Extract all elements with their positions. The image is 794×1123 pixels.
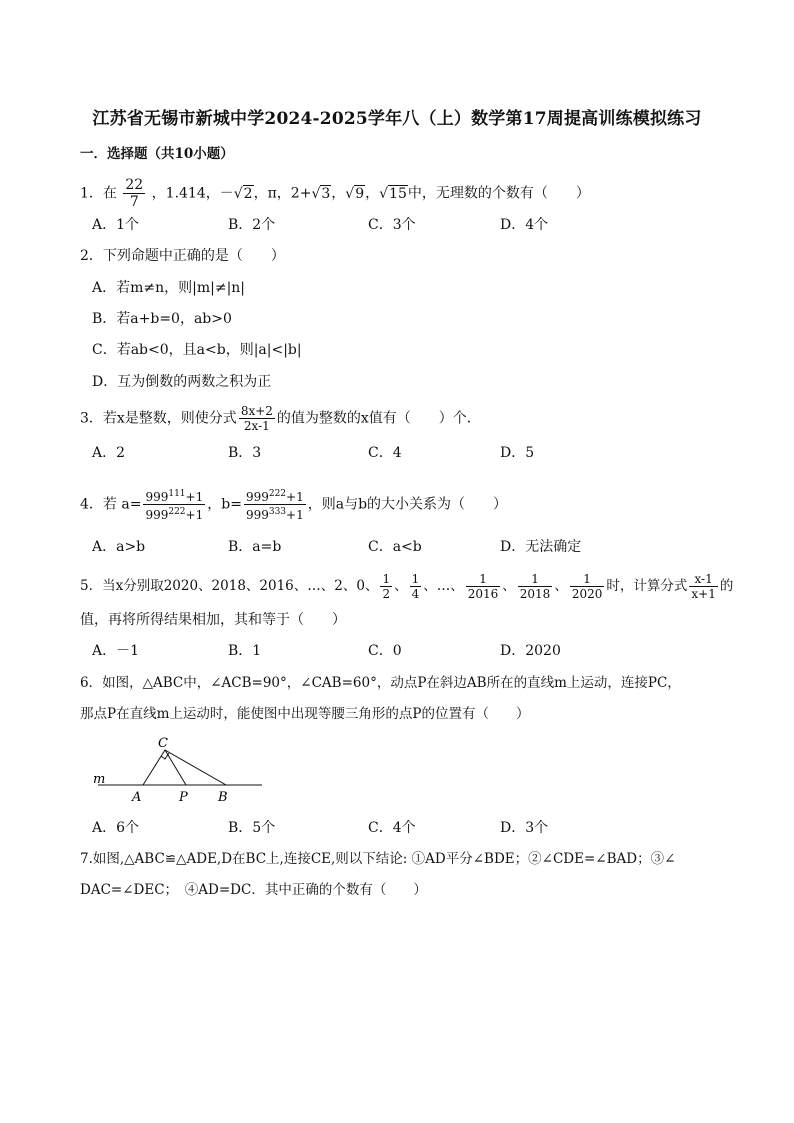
question-7-continued: DAC=∠DEC； ④AD=DC．其中正确的个数有（ ） — [80, 882, 427, 898]
question-5-continued: 值，再将所得结果相加，其和等于（ ） — [80, 612, 346, 628]
question-3: 3．若x是整数，则使分式 $\frac{8x+2}{2x-1}$ 的值为整数的x值有（ ）个． — [80, 404, 481, 433]
option-d[interactable]: D．3个 — [500, 820, 549, 836]
page-title: 江苏省无锡市新城中学2024-2025学年八（上）数学第17周提高训练模拟练习 — [92, 109, 702, 129]
question-5: 5．当x分别取2020、2018、2016、…、2、0、 $\frac{1}{2}$ 、 $\frac{1}{4}$ 、…、 $\frac{1}{2016}$ 、 $\frac{1}{2018}$ 、 $\frac{1}{2020}$ 时，计算分式 $\frac{x-1}{x+1}$ 的 — [80, 572, 734, 601]
option-b[interactable]: B．若a+b=0，ab>0 — [92, 311, 232, 327]
sqrt-expression: √15 — [379, 185, 407, 202]
sqrt-expression: √3 — [311, 185, 331, 202]
option-d[interactable]: D．2020 — [500, 643, 561, 659]
option-c[interactable]: C．若ab<0，且a<b，则|a|<|b| — [92, 342, 302, 358]
question-6: 6．如图，△ABC中，∠ACB=90°，∠CAB=60°，动点P在斜边AB所在的直线m上运动，连接PC， — [80, 675, 681, 691]
question-6-continued: 那点P在直线m上运动时，能使图中出现等腰三角形的点P的位置有（ ） — [80, 706, 530, 722]
option-d[interactable]: D．互为倒数的两数之积为正 — [92, 374, 272, 390]
option-d[interactable]: D．5 — [500, 445, 535, 461]
question-1: 1．在 $\frac{22}{7}$ ，1.414，－√2，π，2+√3，√9，√15中，无理数的个数有（ ） — [80, 177, 590, 210]
option-b[interactable]: B．5个 — [228, 820, 276, 836]
option-a[interactable]: A．－1 — [92, 643, 140, 659]
fraction: $\frac{1}{2016}$ — [467, 572, 499, 601]
section-heading: 一．选择题（共10小题） — [80, 146, 234, 162]
label-p: P — [179, 790, 188, 805]
triangle-figure — [90, 734, 270, 806]
fraction: $\frac{1}{2018}$ — [519, 572, 551, 601]
question-7: 7.如图,△ABC≌△ADE,D在BC上,连接CE,则以下结论: ①AD平分∠BDE；②∠CDE=∠BAD；③∠ — [80, 851, 676, 867]
option-c[interactable]: C．3个 — [368, 217, 416, 233]
fraction: $\frac{1}{2020}$ — [571, 572, 603, 601]
option-c[interactable]: C．4 — [368, 445, 402, 461]
label-m: m — [93, 772, 106, 787]
option-a[interactable]: A．6个 — [92, 820, 140, 836]
fraction: $\frac{999^{222}+1}{999^{333}+1}$ — [245, 489, 304, 522]
label-a: A — [132, 790, 142, 805]
fraction: $\frac{22}{7}$ — [125, 177, 144, 210]
label-c: C — [158, 736, 168, 751]
option-b[interactable]: B．1 — [228, 643, 262, 659]
option-c[interactable]: C．a<b — [368, 539, 422, 555]
triangle-abc — [143, 750, 226, 785]
segment-pc — [165, 750, 186, 785]
sqrt-expression: √2 — [233, 185, 253, 202]
option-c[interactable]: C．4个 — [368, 820, 416, 836]
option-a[interactable]: A．若m≠n，则|m|≠|n| — [92, 280, 246, 296]
question-2: 2．下列命题中正确的是（ ） — [80, 248, 285, 264]
option-b[interactable]: B．a=b — [228, 539, 282, 555]
option-a[interactable]: A．a>b — [92, 539, 146, 555]
question-4: 4．若 a= $\frac{999^{111}+1}{999^{222}+1}$ ，b= $\frac{999^{222}+1}{999^{333}+1}$ ，则a与b的大小关系为（ ） — [80, 489, 508, 522]
option-a[interactable]: A．1个 — [92, 217, 140, 233]
option-b[interactable]: B．3 — [228, 445, 262, 461]
option-d[interactable]: D．4个 — [500, 217, 549, 233]
label-b: B — [218, 790, 228, 805]
fraction: $\frac{1}{2}$ — [382, 572, 391, 601]
fraction: $\frac{1}{4}$ — [411, 572, 420, 601]
option-d[interactable]: D．无法确定 — [500, 539, 582, 555]
option-c[interactable]: C．0 — [368, 643, 402, 659]
fraction: $\frac{8x+2}{2x-1}$ — [240, 404, 273, 433]
sqrt-expression: √9 — [345, 185, 365, 202]
option-a[interactable]: A．2 — [92, 445, 126, 461]
fraction: $\frac{999^{111}+1}{999^{222}+1}$ — [145, 489, 204, 522]
option-b[interactable]: B．2个 — [228, 217, 276, 233]
fraction: $\frac{x-1}{x+1}$ — [691, 572, 716, 601]
